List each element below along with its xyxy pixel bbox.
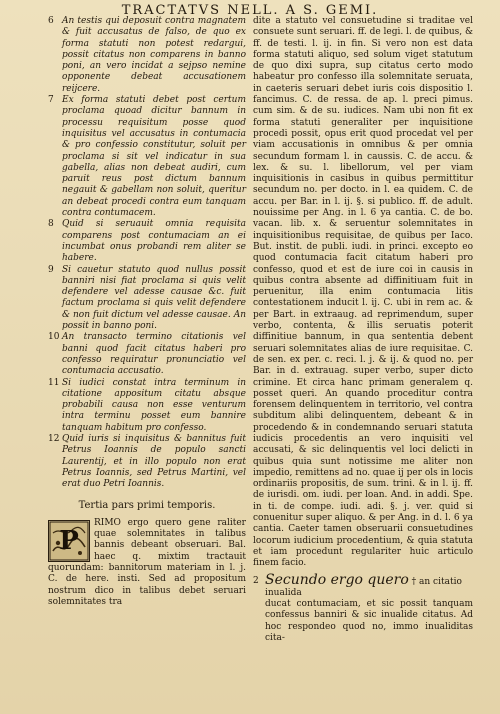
question-two	[253, 572, 473, 645]
summary-item	[48, 219, 246, 264]
summary-item	[48, 16, 246, 95]
section-title: Tertia pars primi temporis.	[78, 500, 216, 512]
main-text: dite a statuto vel consuetudine si traditae vel consuete sunt seruari. ff. de legi. l. de quibus, & ff. de testi. l. ij. in fin. Si vero non est data forma statuti aliquo, sed solum viget statutum de quo dixi supra, sup citatus certo modo habeatur pro confesso illa solemnitate seruata, in caeteris seruari debet iuris cois dispositio l. fancimus. C. de ressa. de ap. l. preci pimus. cum sim. & de su. iudices. Nam ubi non fit ex forma statuti generaliter per inquisitione procedi possit, opus erit quod procedat vel per viam accusationis in omnibus & per omnia secundum formam l. in caussis. C. de accu. & lex. & su. l. libellorum, vel per viam inquisitionis in casibus in quibus permittitur secundum no. per docto. in l. ea quidem. C. de accu. per Bar. in l. ij. §. si publico. ff. de adult. nouissime per Ang. in l. 6 ya cantia. C. de bo. vacan. lib. x. & seruentur solemnitates in inquisitionibus requisitae, de quibus per Iaco. But. instit. de publi. iudi. in princi. excepto eo quod contumacia facit citatum haberi pro confesso, quod et est de iure coi in causis in quibus contra absente ad diffinitiuam fuit in peruenitur, illa enim contumacia litis contestationem inducit l. ij. C. ubi in rem ac. & per Bart. in extraaug. ad reprimendum, super verbo, contenta, & illis seruatis poterit diffinitiue bannum, in qua sententia debent seruari solemnitates alias de iure requisitae. C. de sen. ex per. c. reci. l. j. & ij. & quod no. per Bar. in d. extrauag. super verbo, super dicto crimine. Et circa hanc primam generalem q. posset queri. An quando proceditur contra forensem delinquentem in territorio, vel contra subditum alibi delinquentem, debeant & in procedendo & in condemnando seruari statuta iudicis procedentis an vero inquisiti vel accusati, & sic delinquentis vel loci delicti in quibus quia sunt notissime me aliter non impedio, remittens ad no. quae ij per ols in locis ordinariis propositis, de sum. trini. & in l. ij. ff. de iurisdi. om. iudi. per loan. And. in addi. Spe. in ti. de compe. iudi. adi. §. j. ver. quid si conuenitur super aliquo. & per Ang. in d. l. 6 ya cantia. Caeter tamen obseruarii consuetudines locorum iudicium procedentium, & quia statuta et iam procedunt regulariter huic articulo finem facio.	[253, 16, 474, 569]
initial-letter: P	[59, 525, 79, 556]
question-text: ducat contumaciam, et sic possit tanquam confessus banniri & sic inualide citatus. Ad hoc respondeo quod no, immo inualiditas cita-	[265, 599, 473, 644]
summary-item	[48, 95, 246, 219]
marginal-note: † an citatio inualida	[265, 576, 462, 598]
summary-item-text: Ex forma statuti debet post certum proclama quoad dicitur bannum in processu requisitum posse quod inquisitus vel accusatus in contumacia & pro confessio constitutur, soluit per proclama si sit vel indicatur in sua gabella, alias non debeat audiri, cum paruit reus post dictum bannum negauit & gabellam non soluit, queritur an debeat procedi contra eum tanquam contra contumacem.	[62, 95, 246, 219]
summary-item-text: Quid si seruauit omnia requisita comparens post contumaciam an ei incumbat onus probandi rem aliter se habere.	[62, 219, 246, 264]
summary-item-number: 8	[48, 219, 54, 230]
summary-item-text: Si iudici constat intra terminum in citatione appositum citatu absque probabili causa non esse venturum intra terminu posset eum bannire tanquam habitum pro confesso.	[62, 377, 246, 433]
summary-item-number: 6	[48, 16, 54, 26]
paragraph-text: RIMO ergo quero gene raliter quae solemnitates in talibus bannis debeant obseruari. Bal. haec q. mixtim tractauit quorundam: bannitorum materiam in l. j. C. de here. insti. Sed ad propositum nostrum dico in talibus debet seruari solemnitates tra	[48, 517, 246, 607]
summary-item	[48, 265, 246, 333]
summary-item-number: 11	[48, 377, 60, 388]
running-header: TRACTATVS NELL. A S. GEMI.	[121, 3, 379, 18]
summary-item	[48, 378, 246, 434]
summary-item	[48, 434, 246, 490]
summary-item-text: An testis qui deposuit contra magnatem & fuit accusatus de falso, de quo ex forma statuti non potest redargui, possit citatus non comparens in banno poni, an vero incidat a sejpso nemine opponente debeat accusationem reijcere.	[62, 16, 246, 94]
summary-item-text: Quid iuris si inquisitus & bannitus fuit Petrus Ioannis de populo sancti Laurentij, et in illo populo non erat Petrus Ioannis, sed Petrus Martini, vel erat duo Petri Ioannis.	[62, 433, 246, 490]
summary-item-number: 7	[48, 95, 54, 106]
summary-item	[48, 332, 246, 377]
summary-list	[48, 16, 246, 490]
question-phrase: Secundo ergo quero	[265, 571, 409, 588]
right-column	[253, 16, 473, 644]
summary-item-number: 10	[48, 332, 60, 343]
question-number: 2	[253, 575, 259, 586]
summary-item-text: An transacto termino citationis vel banni quod facit citatus haberi pro confesso requiratur pronunciatio vel contumacia accusatio.	[62, 332, 246, 377]
decorated-initial	[48, 520, 90, 562]
opening-paragraph	[48, 518, 246, 608]
summary-item-number: 12	[48, 433, 60, 444]
summary-item-number: 9	[48, 264, 54, 275]
left-column	[48, 16, 246, 608]
summary-item-text: Si cauetur statuto quod nullus possit banniri nisi fiat proclama si quis velit defendere vel adesse causae &c. fuit factum proclama si quis velit defendere & non fuit dictum vel adesse causae. An possit in banno poni.	[62, 264, 246, 332]
